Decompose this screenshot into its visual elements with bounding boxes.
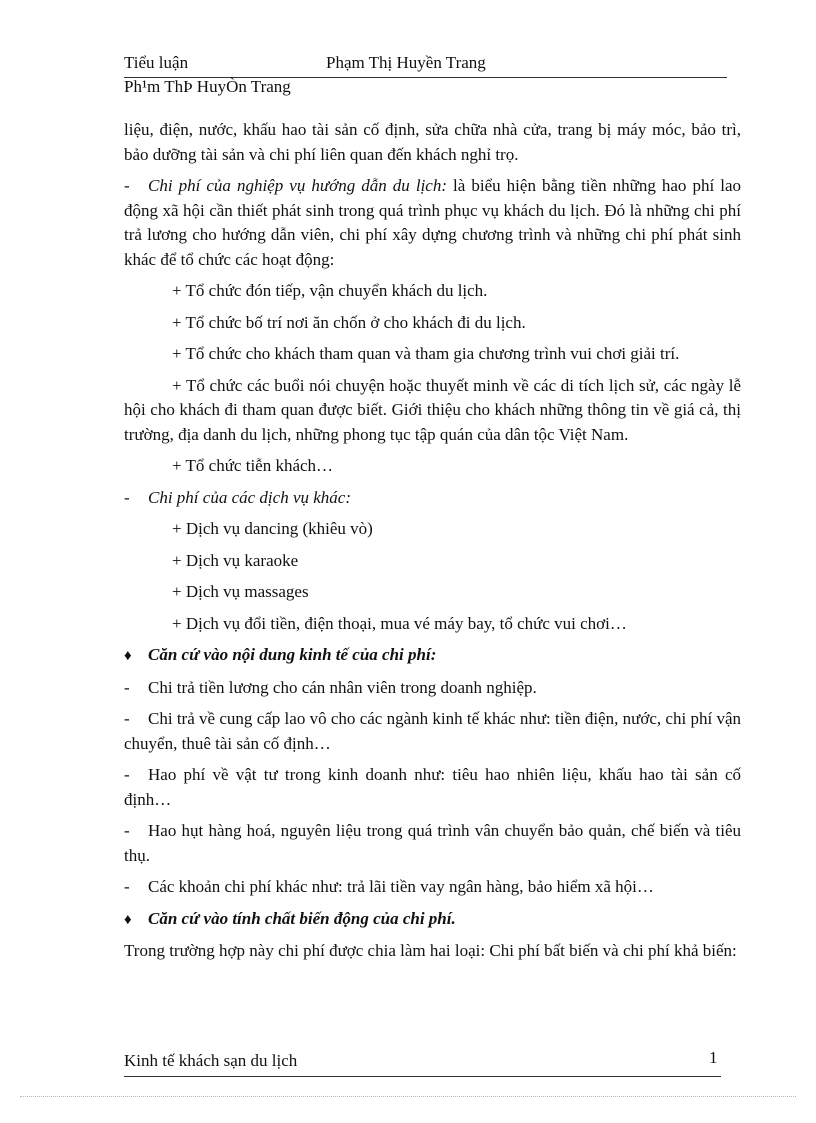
diamond-bullet-icon: ♦	[124, 911, 132, 928]
section-heading	[124, 643, 741, 669]
list-item: + Dịch vụ đổi tiền, điện thoại, mua vé máy bay, tổ chức vui chơi…	[172, 613, 627, 633]
header-author: Phạm Thị Huyền Trang	[326, 53, 486, 72]
list-item	[124, 763, 741, 812]
paragraph-other-services	[124, 486, 741, 511]
dash-marker: -	[124, 821, 130, 840]
dash-marker: -	[124, 677, 130, 697]
page-number: 1	[709, 1048, 718, 1067]
list-item: + Tổ chức tiễn khách…	[172, 456, 334, 475]
list-item: + Dịch vụ karaoke	[172, 550, 299, 570]
heading-text: Căn cứ vào tính chất biến động của chi phí.	[148, 908, 456, 928]
page-bottom-dotted-border	[20, 1096, 796, 1097]
dash-marker: -	[124, 176, 130, 195]
italic-term: Chi phí của nghiệp vụ hướng dẫn du lịch:	[148, 176, 447, 195]
header-garbled-author: Ph¹m ThÞ HuyÒn Trang	[124, 77, 291, 96]
dash-marker: -	[124, 487, 130, 507]
section-heading	[124, 907, 741, 933]
footer-title: Kinh tế khách sạn du lịch	[124, 1051, 298, 1070]
heading-text: Căn cứ vào nội dung kinh tế của chi phí:	[148, 645, 437, 664]
dash-marker: -	[124, 709, 130, 728]
paragraph-text: là biểu hiện bằng tiền những hao phí lao động xã hội cần thiết phát sinh trong quá trình phục vụ khách du lịch. Đó là những chi phí trả lương cho hướng dẫn viên, chi phí xây dựng chương trình và những chi phí phát sinh khác để tổ chức các hoạt động:	[124, 176, 741, 269]
list-item-text: Hao hụt hàng hoá, nguyên liệu trong quá trình vân chuyển bảo quản, chế biến và tiêu thụ.	[124, 821, 741, 865]
list-item: + Tổ chức bố trí nơi ăn chốn ở cho khách đi du lịch.	[172, 312, 526, 332]
list-item	[124, 676, 741, 701]
list-item: + Tổ chức cho khách tham quan và tham gia chương trình vui chơi giải trí.	[172, 344, 680, 363]
body-text	[124, 118, 741, 971]
dash-marker: -	[124, 765, 130, 784]
header-title: Tiểu luận	[124, 53, 189, 72]
footer-rule	[124, 1076, 721, 1077]
list-item	[124, 875, 741, 900]
paragraph: liệu, điện, nước, khấu hao tài sản cố định, sửa chữa nhà cửa, trang bị máy móc, bảo trì, bảo dưỡng tài sản và chi phí liên quan đến khách nghỉ trọ.	[124, 120, 741, 164]
list-item: + Tổ chức đón tiếp, vận chuyển khách du lịch.	[172, 281, 488, 300]
italic-term: Chi phí của các dịch vụ khác:	[148, 487, 351, 507]
list-item: + Dịch vụ dancing (khiêu vò)	[172, 519, 373, 538]
list-item-text: Chi trả về cung cấp lao vô cho các ngành kinh tế khác như: tiền điện, nước, chi phí vận chuyển, thuê tài sản cố định…	[124, 709, 741, 753]
list-item-text: Hao phí về vật tư trong kinh doanh như: tiêu hao nhiên liệu, khấu hao tài sản cố định…	[124, 765, 741, 809]
list-item	[124, 819, 741, 868]
list-item: + Dịch vụ massages	[172, 582, 309, 601]
list-item	[124, 707, 741, 756]
list-item-text: Chi trả tiền lương cho cán nhân viên trong doanh nghiệp.	[148, 677, 537, 697]
dash-marker: -	[124, 877, 130, 896]
diamond-bullet-icon: ♦	[124, 648, 132, 664]
list-item-text: Các khoản chi phí khác như: trả lãi tiền vay ngân hàng, bảo hiểm xã hội…	[148, 877, 654, 896]
paragraph: Trong trường hợp này chi phí được chia làm hai loại: Chi phí bất biến và chi phí khả biến:	[124, 941, 737, 960]
paragraph-tour-guide-cost	[124, 174, 741, 272]
list-item: + Tổ chức các buổi nói chuyện hoặc thuyết minh về các di tích lịch sử, các ngày lễ hội cho khách đi tham quan được biết. Giới thiệu cho khách những thông tin về giá cả, thị trường, địa danh du lịch, những phong tục tập quán của dân tộc Việt Nam.	[124, 375, 741, 444]
